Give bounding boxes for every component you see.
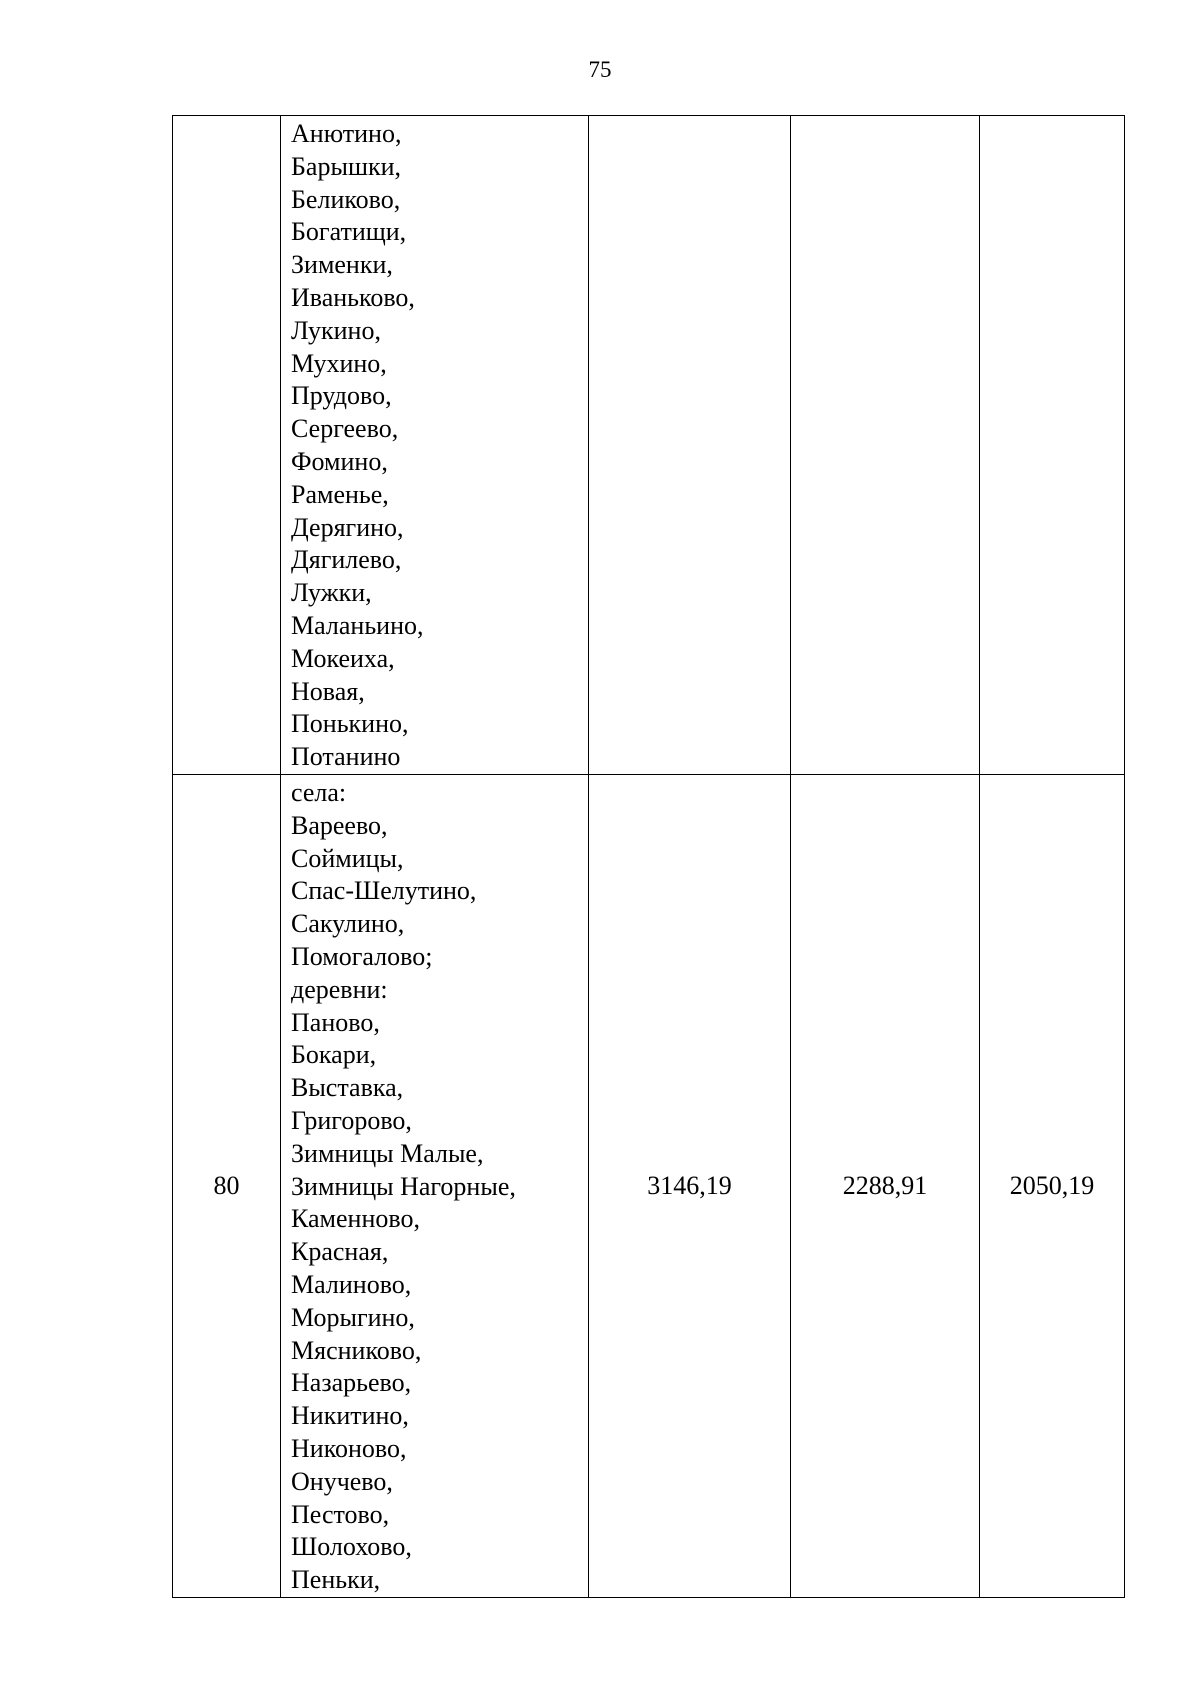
settlement-name: Беликово, bbox=[291, 184, 401, 214]
settlement-name: Мокеиха, bbox=[291, 643, 395, 673]
settlement-name: Назарьево, bbox=[291, 1368, 412, 1398]
settlement-name: Соймицы, bbox=[291, 843, 404, 873]
table-row bbox=[173, 775, 1125, 1598]
settlement-name: Бокари, bbox=[291, 1040, 377, 1070]
value-cell-2: 2288,91 bbox=[791, 775, 980, 1598]
settlement-name: Сергеево, bbox=[291, 414, 399, 444]
settlement-name: Зимницы Малые, bbox=[291, 1138, 484, 1168]
settlement-name: Раменье, bbox=[291, 479, 389, 509]
settlement-name: Зименки, bbox=[291, 250, 393, 280]
settlement-name: Паново, bbox=[291, 1007, 380, 1037]
settlement-name: деревни: bbox=[291, 974, 388, 1004]
settlement-name: села: bbox=[291, 778, 347, 807]
settlement-name: Маланьино, bbox=[291, 610, 424, 640]
settlement-name: Фомино, bbox=[291, 446, 388, 476]
settlement-name: Григорово, bbox=[291, 1105, 412, 1135]
settlement-name: Красная, bbox=[291, 1237, 389, 1267]
settlement-name: Лужки, bbox=[291, 578, 372, 608]
settlement-name: Дерягино, bbox=[291, 512, 404, 542]
value-cell-1 bbox=[589, 116, 791, 775]
settlement-name: Помогалово; bbox=[291, 941, 433, 971]
settlement-name: Онучево, bbox=[291, 1466, 393, 1496]
settlement-name: Вареево, bbox=[291, 810, 388, 840]
settlement-name: Выставка, bbox=[291, 1073, 404, 1103]
row-number-cell: 80 bbox=[173, 775, 281, 1598]
settlement-name: Никоново, bbox=[291, 1433, 407, 1463]
value-cell-1: 3146,19 bbox=[589, 775, 791, 1598]
settlement-name: Мясниково, bbox=[291, 1335, 422, 1365]
settlements-cell bbox=[281, 775, 589, 1598]
settlements-list bbox=[291, 775, 588, 1597]
settlement-name: Анютино, bbox=[291, 119, 402, 148]
settlement-name: Сакулино, bbox=[291, 909, 405, 939]
settlements-list bbox=[291, 116, 588, 774]
settlements-table bbox=[172, 115, 1125, 1598]
settlement-name: Шолохово, bbox=[291, 1532, 412, 1562]
settlement-name: Потанино bbox=[291, 742, 401, 772]
settlement-name: Мухино, bbox=[291, 348, 387, 378]
settlement-name: Лукино, bbox=[291, 315, 381, 345]
value-cell-2 bbox=[791, 116, 980, 775]
settlement-name: Пестово, bbox=[291, 1499, 390, 1529]
settlements-cell bbox=[281, 116, 589, 775]
settlement-name: Барышки, bbox=[291, 151, 402, 181]
settlement-name: Прудово, bbox=[291, 381, 392, 411]
settlement-name: Морыгино, bbox=[291, 1302, 415, 1332]
settlement-name: Зимницы Нагорные, bbox=[291, 1171, 516, 1201]
settlement-name: Никитино, bbox=[291, 1401, 409, 1431]
settlement-name: Новая, bbox=[291, 676, 365, 706]
table-row bbox=[173, 116, 1125, 775]
settlement-name: Пеньки, bbox=[291, 1565, 381, 1595]
settlement-name: Спас-Шелутино, bbox=[291, 876, 477, 906]
settlement-name: Малиново, bbox=[291, 1269, 412, 1299]
page-number: 75 bbox=[588, 57, 612, 82]
settlement-name: Иваньково, bbox=[291, 282, 415, 312]
settlement-name: Каменново, bbox=[291, 1204, 420, 1234]
row-number-cell bbox=[173, 116, 281, 775]
settlement-name: Дягилево, bbox=[291, 545, 402, 575]
settlement-name: Богатищи, bbox=[291, 217, 407, 247]
settlement-name: Понькино, bbox=[291, 709, 409, 739]
value-cell-3 bbox=[980, 116, 1125, 775]
value-cell-3: 2050,19 bbox=[980, 775, 1125, 1598]
